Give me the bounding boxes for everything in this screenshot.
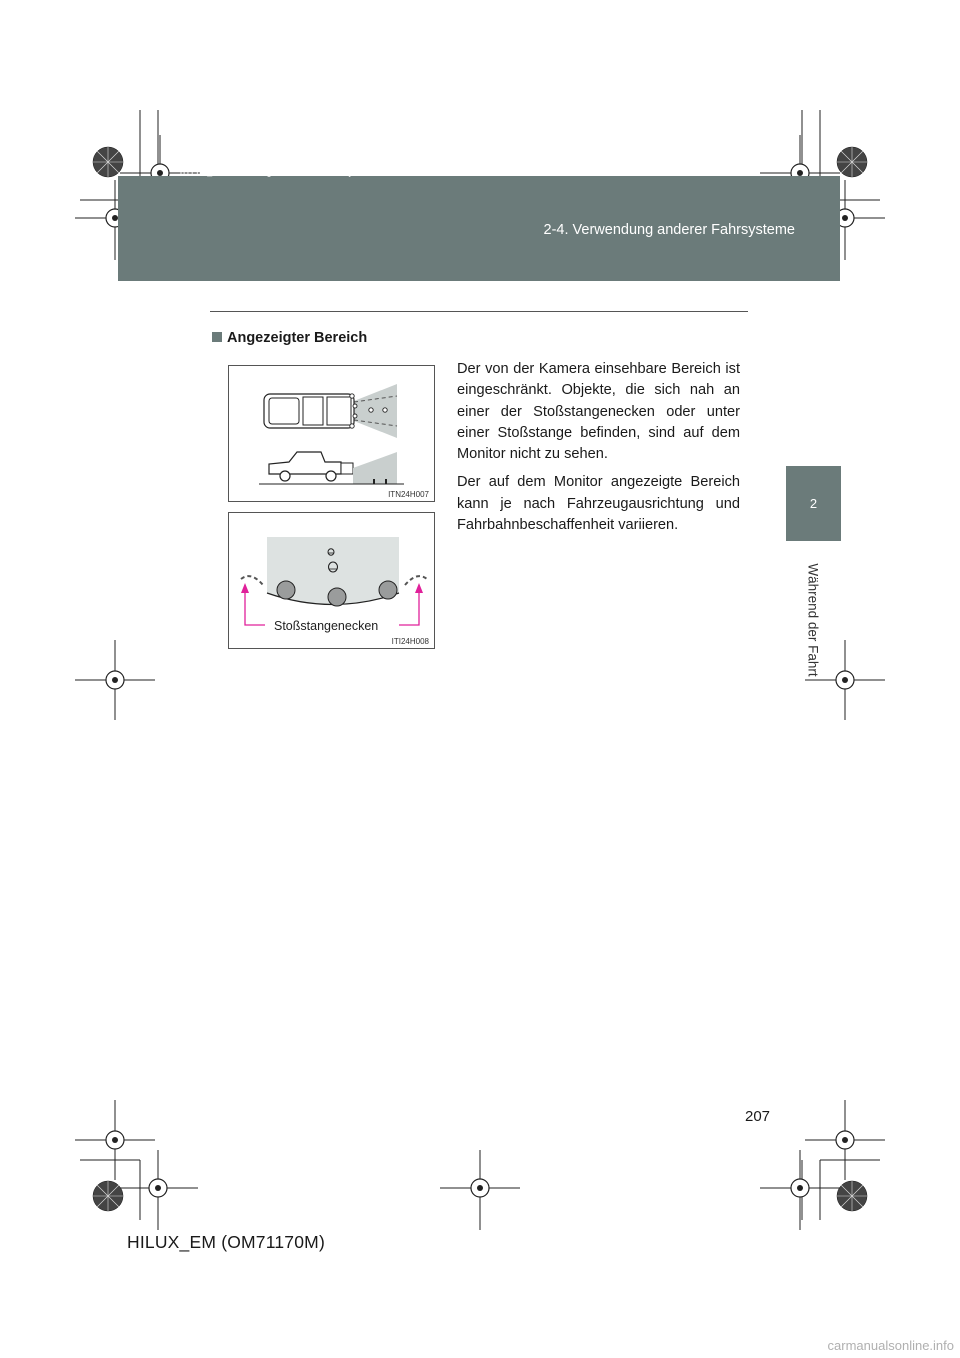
paragraph: Der von der Kamera einsehbare Bereich ist eingeschränkt. Objekte, die sich nah an einer der Stoßstangenecken oder unter einer Stoßstange befinden, sind auf dem Monitor nicht zu sehen. — [457, 361, 740, 463]
chapter-number: 2 — [809, 496, 818, 511]
footer-model-code: HILUX_EM (OM71170M) — [127, 1232, 325, 1252]
paragraph: Der auf dem Monitor angezeigte Bereich kann je nach Fahrzeugausrichtung und Fahrbahnbeschaffenheit variieren. — [457, 474, 740, 534]
chapter-title: Während der Fahrt — [805, 563, 821, 677]
section-heading-text: Angezeigter Bereich — [227, 330, 368, 346]
chapter-tab — [786, 466, 841, 541]
page-number: 207 — [745, 1108, 771, 1125]
figure-caption: Stoßstangenecken — [274, 619, 379, 633]
header-band — [118, 176, 840, 281]
vehicle-camera-diagram — [229, 366, 434, 501]
figure-code: ITI24H008 — [391, 637, 429, 646]
section-divider — [210, 311, 748, 312]
print-stamp: HILUX_EM.book Page 207 Wednesday, March 23, 2011 2:48 PM — [180, 168, 484, 178]
square-bullet-icon — [212, 332, 222, 342]
watermark: carmanualsonline.info — [827, 1338, 954, 1353]
section-heading — [212, 330, 367, 346]
figure-camera-range — [228, 365, 435, 502]
body-text — [457, 359, 740, 543]
figure-code: ITN24H007 — [388, 490, 429, 499]
section-title: 2-4. Verwendung anderer Fahrsysteme — [543, 222, 795, 238]
